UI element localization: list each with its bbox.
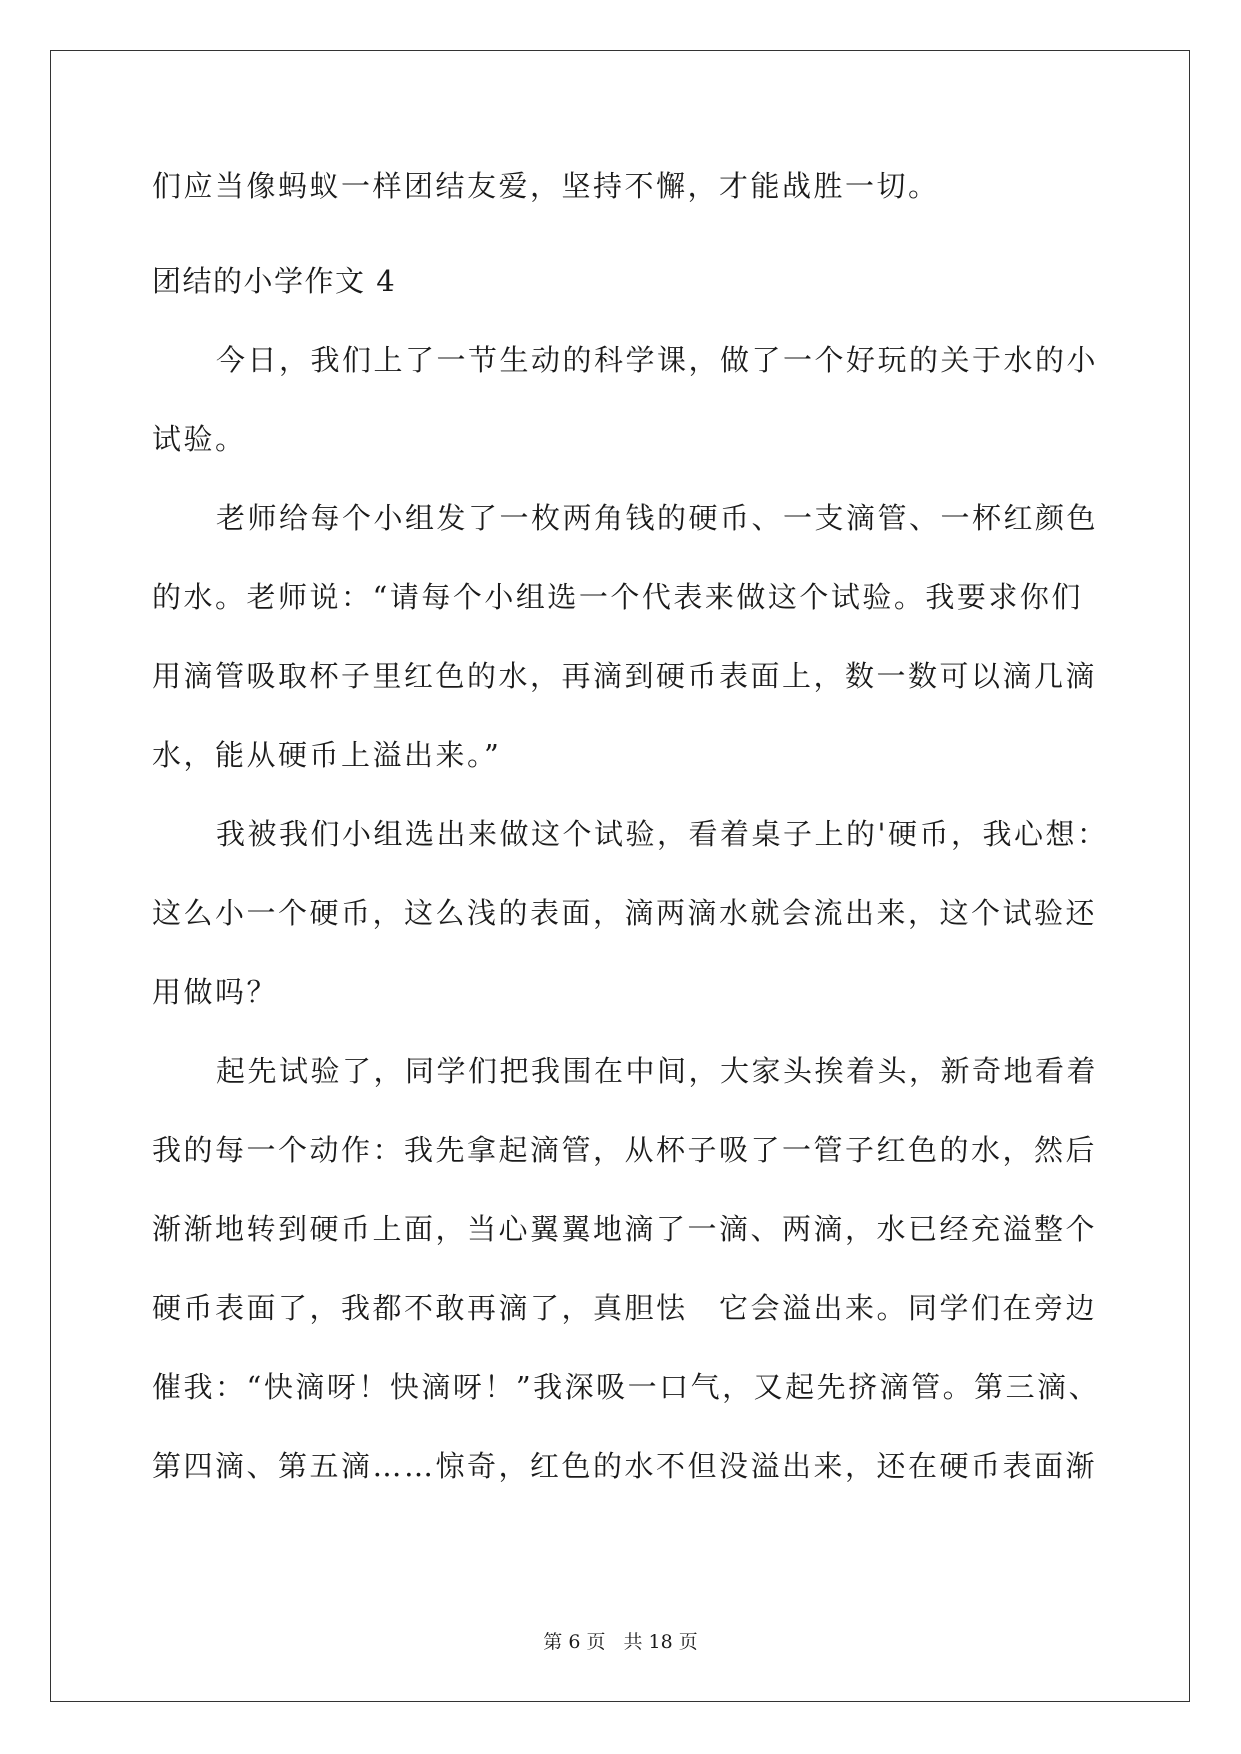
page-footer (0, 1627, 1241, 1654)
page-number: 第 6 页 (543, 1631, 606, 1653)
essay-heading: 团结的小学作文 4 (152, 264, 397, 298)
paragraph-4-line-4: 硬币表面了，我都不敢再滴了，真胆怯 它会溢出来。同学们在旁边 (152, 1291, 1098, 1325)
paragraph-3-line-3: 用做吗？ (152, 975, 279, 1009)
paragraph-2-line-1: 老师给每个小组发了一枚两角钱的硬币、一支滴管、一杯红颜色 (216, 501, 1099, 535)
paragraph-4-line-2: 我的每一个动作：我先拿起滴管，从杯子吸了一管子红色的水，然后 (152, 1133, 1098, 1167)
paragraph-3-line-2: 这么小一个硬币，这么浅的表面，滴两滴水就会流出来，这个试验还 (152, 896, 1098, 930)
paragraph-2-line-4: 水，能从硬币上溢出来。” (152, 738, 502, 772)
page-total: 共 18 页 (623, 1631, 698, 1653)
paragraph-4-line-5: 催我：“快滴呀！快滴呀！”我深吸一口气，又起先挤滴管。第三滴、 (152, 1370, 1101, 1404)
paragraph-2-line-3: 用滴管吸取杯子里红色的水，再滴到硬币表面上，数一数可以滴几滴 (152, 659, 1098, 693)
paragraph-4-line-1: 起先试验了，同学们把我围在中间，大家头挨着头，新奇地看着 (216, 1054, 1099, 1088)
continuation-line: 们应当像蚂蚁一样团结友爱，坚持不懈，才能战胜一切。 (152, 169, 940, 203)
paragraph-4-line-6: 第四滴、第五滴……惊奇，红色的水不但没溢出来，还在硬币表面渐 (152, 1449, 1098, 1483)
paragraph-4-line-3: 渐渐地转到硬币上面，当心翼翼地滴了一滴、两滴，水已经充溢整个 (152, 1212, 1098, 1246)
document-body (152, 163, 1109, 1506)
paragraph-1-line-1: 今日，我们上了一节生动的科学课，做了一个好玩的关于水的小 (216, 343, 1099, 377)
paragraph-1-line-2: 试验。 (152, 422, 247, 456)
paragraph-3-line-1: 我被我们小组选出来做这个试验，看着桌子上的'硬币，我心想： (216, 817, 1109, 851)
paragraph-2-line-2: 的水。老师说：“请每个小组选一个代表来做这个试验。我要求你们 (152, 580, 1083, 614)
